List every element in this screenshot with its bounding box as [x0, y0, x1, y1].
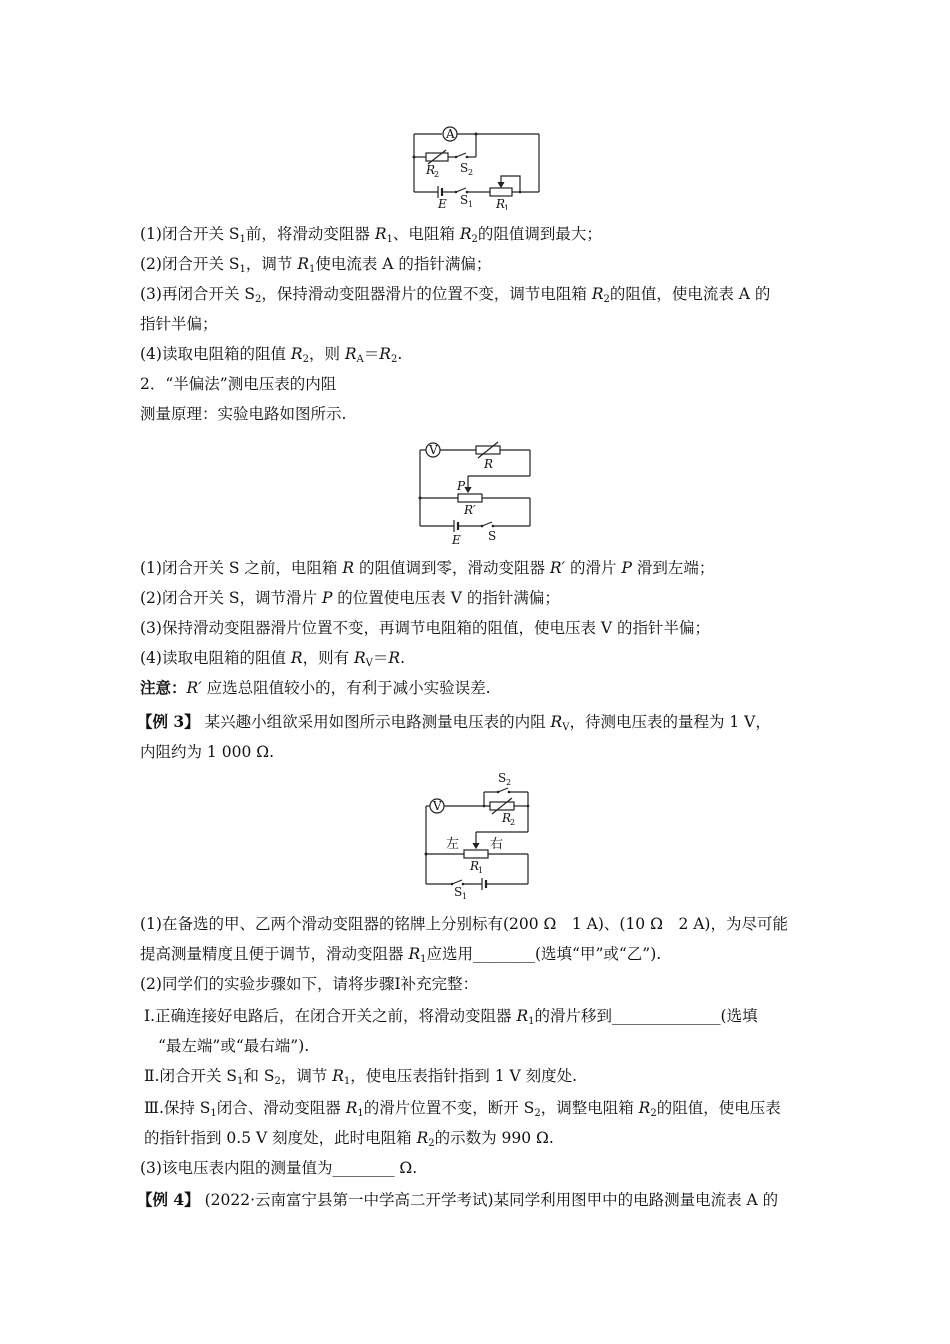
svg-text:R: R	[470, 859, 480, 873]
section-2-principle: 测量原理：实验电路如图所示.	[140, 405, 347, 423]
note: 注意：R′ 应选总阻值较小的，有利于减小实验误差.	[140, 678, 491, 697]
step-iii-cont: 的指针指到 0.5 V 刻度处，此时电阻箱 $R_2$的示数为 990 Ω.	[144, 1129, 554, 1149]
svg-text:V: V	[429, 443, 438, 457]
svg-text:R: R	[502, 811, 512, 825]
step-3: (3)再闭合开关 $S_2$，保持滑动变阻器滑片的位置不变，调节电阻箱 $R_2$的阻值，使电流表 A 的	[140, 285, 771, 305]
svg-text:2: 2	[434, 170, 440, 179]
svg-text:2: 2	[468, 168, 474, 177]
svg-text:R: R	[496, 197, 506, 210]
svg-text:A: A	[446, 127, 455, 141]
rheostat-r-prime	[458, 494, 482, 502]
svg-text:R: R	[426, 163, 436, 177]
step-i: Ⅰ.正确连接好电路后，在闭合开关之前，将滑动变阻器 $R_1$的滑片移到______________(选填	[144, 1007, 758, 1027]
v-step-3: (3)保持滑动变阻器滑片位置不变，再调节电阻箱的阻值，使电压表 V 的指针半偏；	[140, 619, 711, 637]
section-2-heading: 2．“半偏法”测电压表的内阻	[140, 375, 337, 393]
example-3-line-1: 【例 3】 某兴趣小组欲采用如图所示电路测量电压表的内阻 $R_V$，待测电压表的量程为 1 V，	[137, 712, 771, 733]
q1-line-2: 提高测量精度且便于调节，滑动变阻器 $R_1$应选用________(选填“甲”或“乙”).	[140, 945, 662, 965]
svg-text:1: 1	[504, 204, 510, 210]
svg-text:E: E	[438, 197, 447, 210]
rheostat-r1	[490, 188, 512, 196]
step-3-cont: 指针半偏；	[140, 315, 218, 333]
svg-text:E: E	[452, 533, 461, 547]
svg-text:R′: R′	[464, 503, 476, 517]
example-4: 【例 4】 (2022·云南富宁县第一中学高二开学考试)某同学利用图甲中的电路测量电流表 A 的	[137, 1190, 779, 1209]
q3: (3)该电压表内阻的测量值为________ Ω.	[140, 1159, 418, 1177]
step-ii: Ⅱ.闭合开关 $S_1$和 $S_2$，调节 $R_1$，使电压表指针指到 1 V 刻度处.	[144, 1067, 578, 1087]
q1-line-1: (1)在备选的甲、乙两个滑动变阻器的铭牌上分别标有(200 Ω 1 A)、(10 Ω 2 A)，为尽可能	[140, 915, 788, 933]
step-2: (2)闭合开关 $S_1$，调节 $R_1$使电流表 A 的指针满偏；	[140, 255, 492, 275]
step-i-cont: “最左端”或“最右端”).	[158, 1037, 310, 1055]
svg-text:S: S	[498, 771, 507, 785]
svg-text:1: 1	[468, 200, 474, 209]
step-iii: Ⅲ.保持 $S_1$闭合、滑动变阻器 $R_1$的滑片位置不变，断开 $S_2$，调整电阻箱 $R_2$的阻值，使电压表	[144, 1099, 781, 1119]
v-step-2: (2)闭合开关 S，调节滑片 P 的位置使电压表 V 的指针满偏；	[140, 589, 560, 607]
v-step-1: (1)闭合开关 S 之前，电阻箱 R 的阻值调到零，滑动变阻器 R′ 的滑片 P 滑到左端；	[140, 559, 715, 577]
svg-text:S: S	[460, 161, 469, 175]
svg-text:V: V	[433, 799, 442, 813]
step-1: (1)闭合开关 $S_1$前，将滑动变阻器 $R_1$、电阻箱 $R_2$的阻值调到最大；	[140, 225, 602, 245]
svg-text:R: R	[484, 457, 494, 471]
circuit-diagram-2	[412, 436, 536, 548]
svg-text:S: S	[454, 885, 463, 899]
example-3-line-2: 内阻约为 1 000 Ω.	[140, 743, 275, 761]
svg-text:1: 1	[462, 892, 468, 900]
svg-text:2: 2	[510, 818, 516, 827]
v-step-4: (4)读取电阻箱的阻值 R，则有 $R_V=R$.	[140, 649, 406, 669]
step-4: (4)读取电阻箱的阻值 $R_2$，则 $R_A=R_2$.	[140, 345, 403, 365]
svg-text:P: P	[457, 479, 466, 493]
svg-text:左: 左	[446, 837, 460, 852]
svg-text:2: 2	[506, 778, 512, 787]
svg-text:S: S	[488, 529, 497, 543]
svg-text:右: 右	[490, 837, 504, 852]
q2: (2)同学们的实验步骤如下，请将步骤Ⅰ补充完整：	[140, 975, 479, 993]
svg-text:1: 1	[478, 866, 484, 875]
circuit-diagram-3	[414, 770, 536, 900]
rheostat-r1-b	[464, 850, 488, 858]
circuit-diagram-1	[408, 124, 548, 210]
svg-text:S: S	[460, 193, 469, 207]
